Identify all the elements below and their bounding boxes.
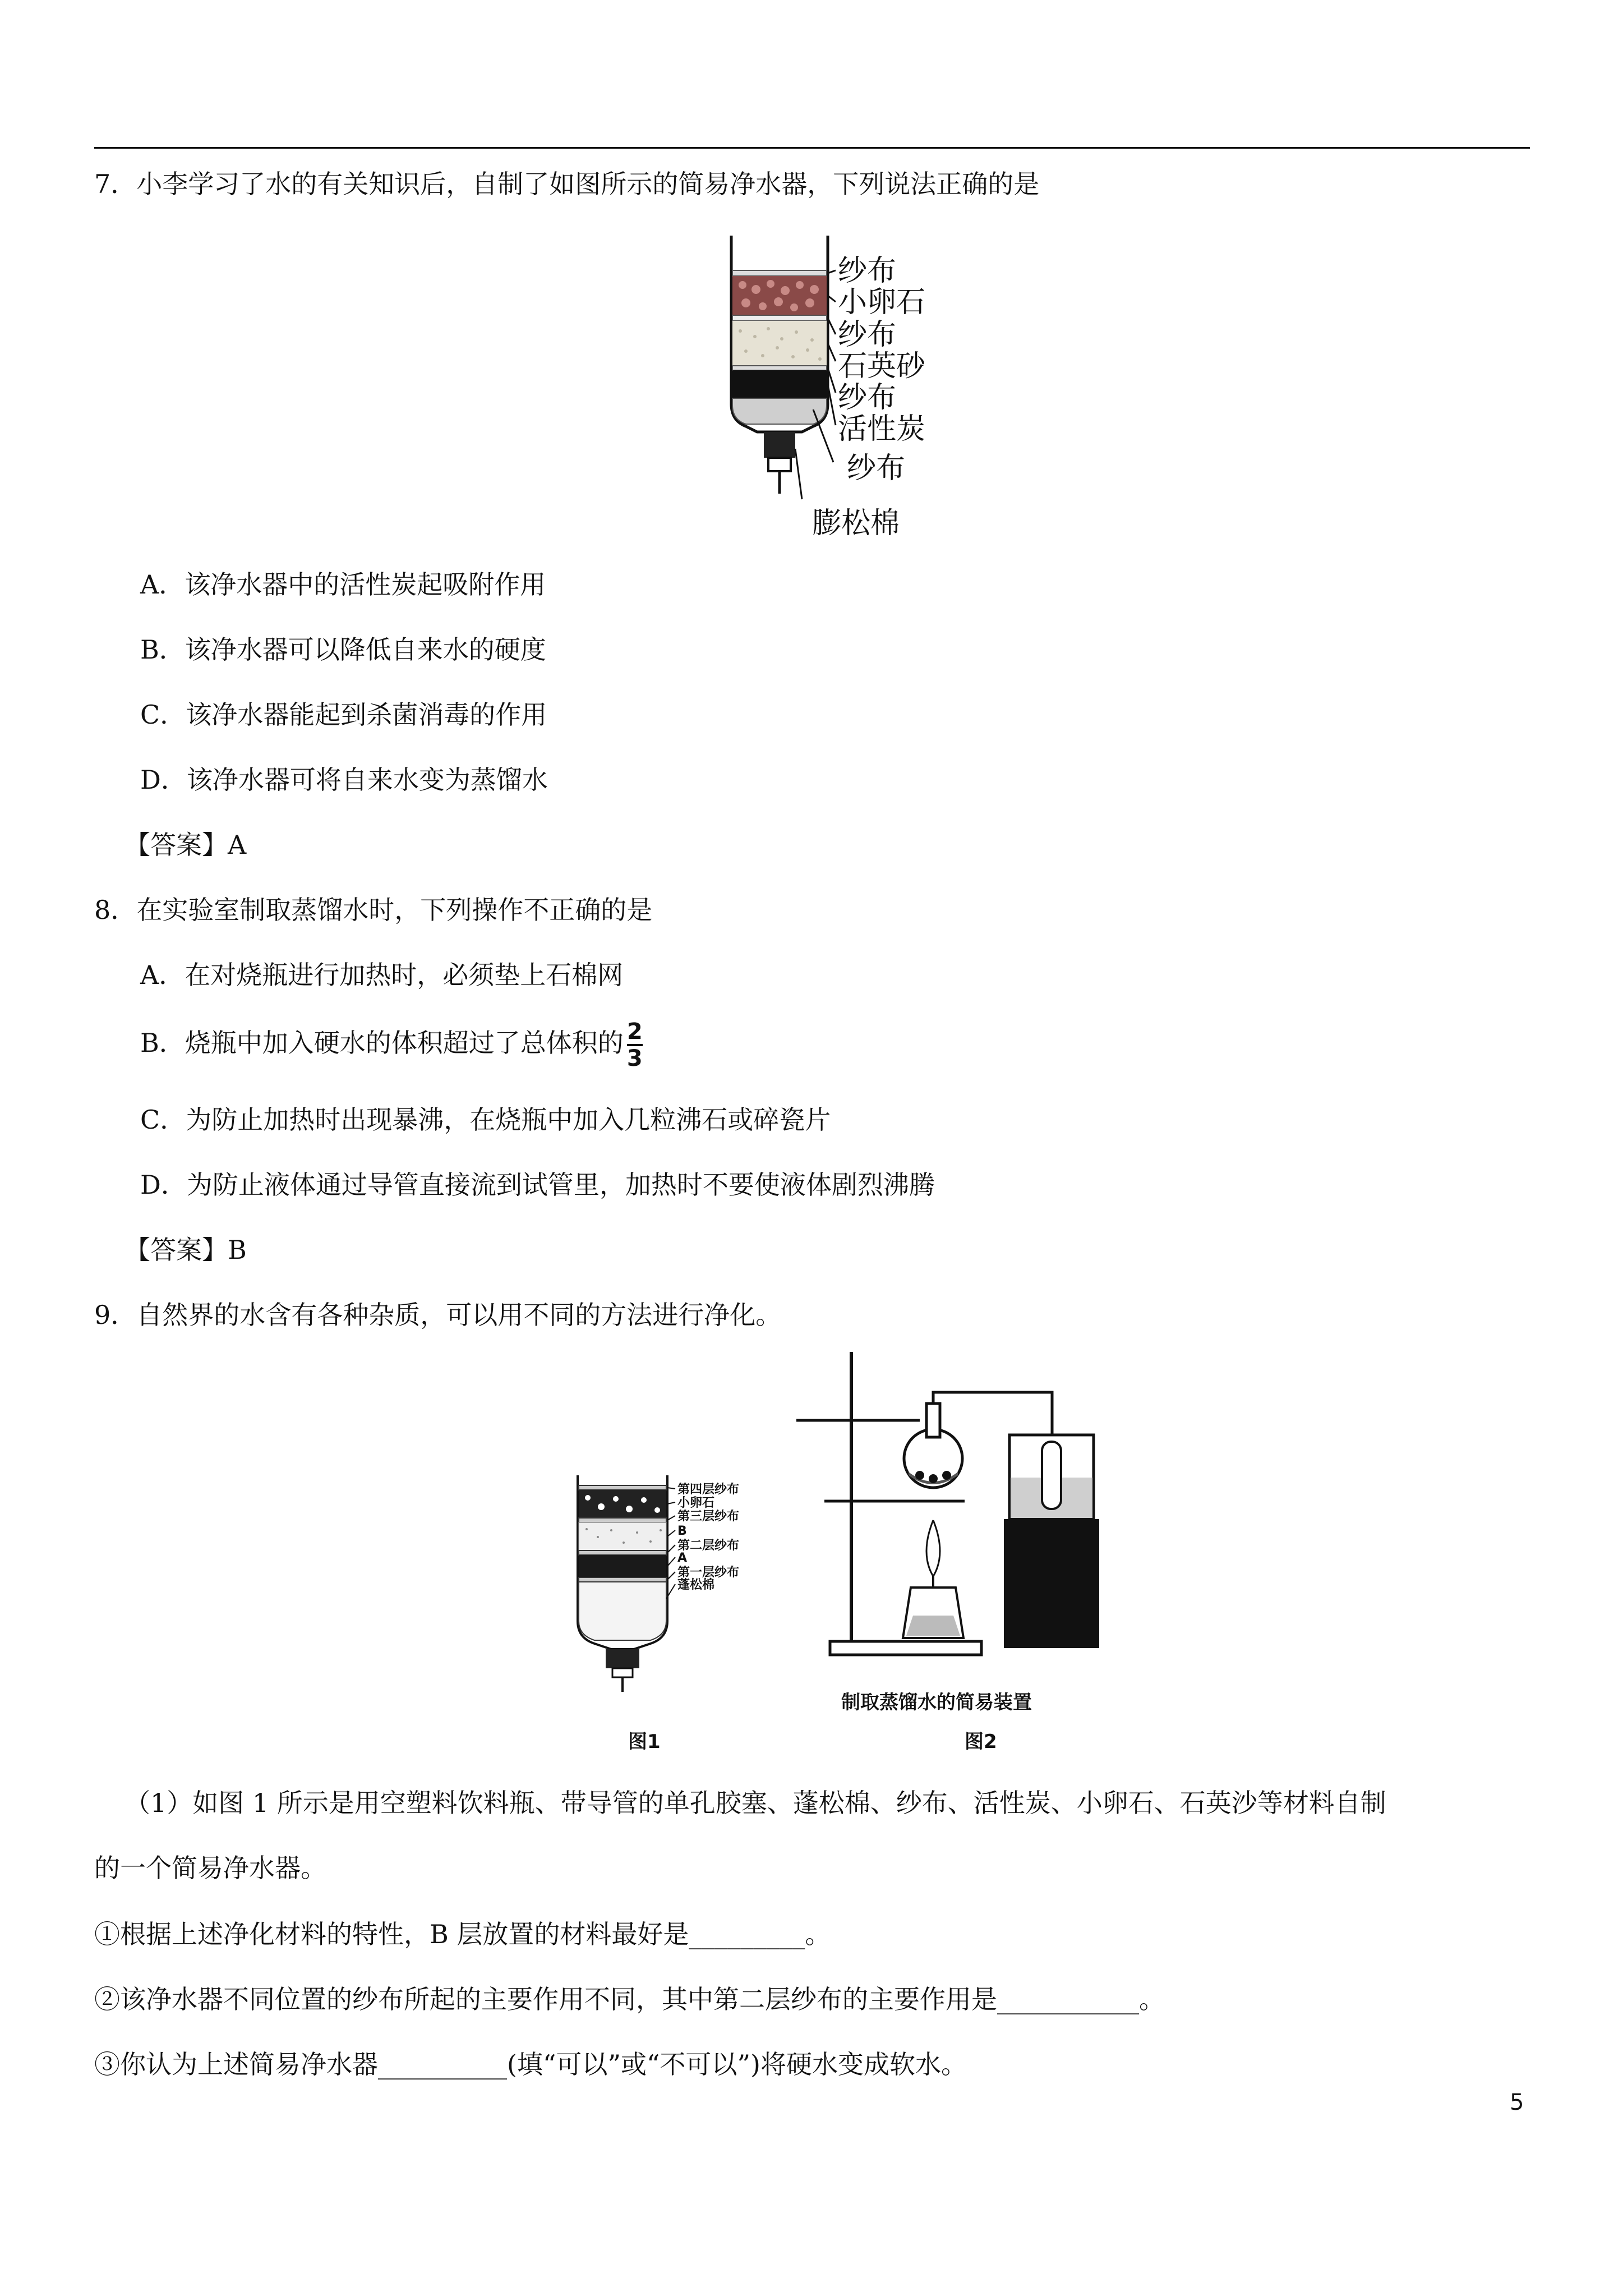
q8-option-b: [140, 1020, 643, 1070]
fraction-two-thirds: [627, 1020, 643, 1070]
q8-option-a: A．在对烧瓶进行加热时，必须垫上石棉网: [140, 960, 624, 990]
label-pebbles: 小卵石: [838, 286, 926, 319]
q8-answer: 【答案】B: [125, 1235, 247, 1265]
q9-sub1: ①根据上述净化材料的特性，B 层放置的材料最好是_________。: [94, 1919, 831, 1949]
label-gauze-3: 纱布: [838, 381, 897, 415]
fig2-caption: 图2: [965, 1731, 997, 1753]
q9-sub3: ③你认为上述简易净水器__________(填“可以”或“不可以”)将硬水变成软水。: [94, 2049, 967, 2079]
q8-option-c: C．为防止加热时出现暴沸，在烧瓶中加入几粒沸石或碎瓷片: [140, 1105, 831, 1135]
fig1-label-b: B: [677, 1524, 687, 1538]
q7-option-a: A．该净水器中的活性炭起吸附作用: [140, 569, 546, 600]
label-quartz-sand: 石英砂: [838, 349, 926, 383]
q7-option-c: C．该净水器能起到杀菌消毒的作用: [140, 700, 547, 730]
label-gauze-1: 纱布: [838, 254, 897, 288]
fraction-numerator: 2: [626, 1019, 643, 1045]
q8-option-b-text: B．烧瓶中加入硬水的体积超过了总体积的: [140, 1028, 624, 1058]
water-purifier-figure: [723, 236, 981, 550]
fig1-caption: 图1: [628, 1731, 661, 1753]
fig1-label-a: A: [677, 1551, 688, 1565]
page-number: 5: [1510, 2090, 1524, 2115]
fig1-label-layer2: 第二层纱布: [677, 1539, 740, 1553]
q9-part1-line1: （1）如图 1 所示是用空塑料饮料瓶、带导管的单孔胶塞、蓬松棉、纱布、活性炭、小卵石、石英沙等材料自制: [125, 1788, 1386, 1818]
question-9-stem: 9．自然界的水含有各种杂质，可以用不同的方法进行净化。: [94, 1300, 782, 1330]
q8-option-d: D．为防止液体通过导管直接流到试管里，加热时不要使液体剧烈沸腾: [140, 1170, 935, 1200]
question-7-stem: 7．小李学习了水的有关知识后，自制了如图所示的简易净水器，下列说法正确的是: [94, 169, 1040, 199]
fraction-denominator: 3: [626, 1046, 643, 1071]
label-cotton: 膨松棉: [812, 507, 900, 540]
q7-option-d: D．该净水器可将自来水变为蒸馏水: [140, 765, 548, 795]
fig1-label-pebbles: 小卵石: [677, 1496, 715, 1510]
fig1-label-layer3: 第三层纱布: [677, 1510, 740, 1524]
q9-sub2: ②该净水器不同位置的纱布所起的主要作用不同，其中第二层纱布的主要作用是___________。: [94, 1984, 1165, 2014]
fig1-label-layer4: 第四层纱布: [677, 1483, 740, 1497]
header-rule: [94, 147, 1530, 149]
q9-figures: [561, 1352, 1122, 1784]
figure-2-distillation: [796, 1352, 1099, 1714]
figure-1-purifier: [578, 1475, 739, 1692]
fig2-title: 制取蒸馏水的简易装置: [841, 1691, 1032, 1714]
label-gauze-4: 纱布: [847, 452, 906, 485]
fig1-label-cotton: 蓬松棉: [677, 1578, 715, 1592]
q9-part1-line2: 的一个简易净水器。: [94, 1853, 326, 1883]
q7-option-b: B．该净水器可以降低自来水的硬度: [140, 634, 546, 665]
fig1-label-layer1: 第一层纱布: [677, 1566, 740, 1580]
label-activated-carbon: 活性炭: [838, 412, 926, 446]
question-8-stem: 8．在实验室制取蒸馏水时，下列操作不正确的是: [94, 895, 653, 925]
label-gauze-2: 纱布: [838, 318, 897, 352]
q7-answer: 【答案】A: [125, 830, 247, 860]
